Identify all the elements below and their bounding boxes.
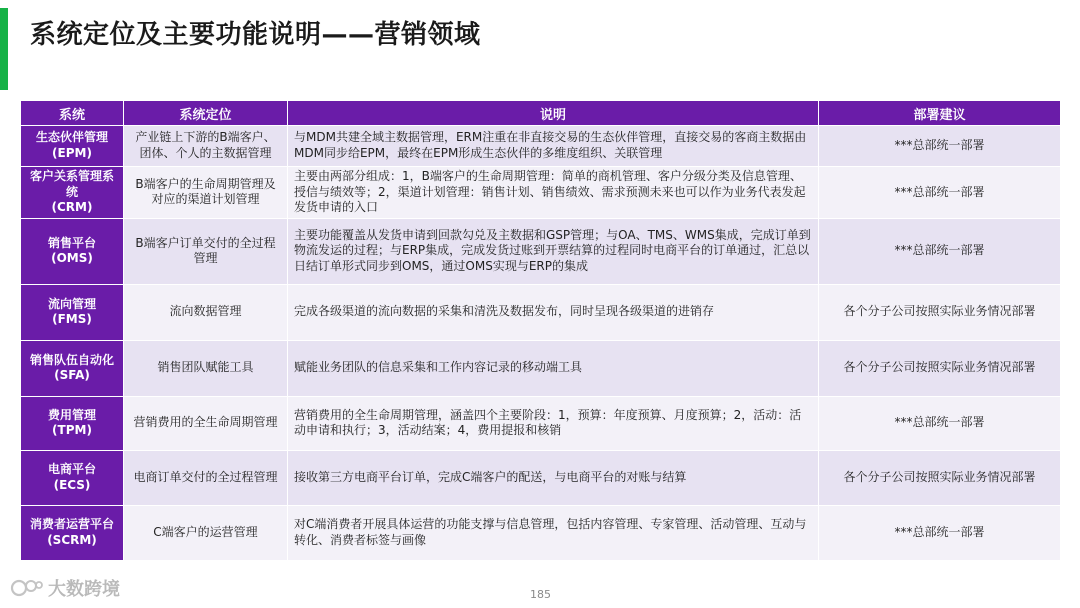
deployment-cell: ***总部统一部署 bbox=[819, 396, 1061, 450]
system-name: 生态伙伴管理 bbox=[35, 130, 108, 145]
accent-bar bbox=[0, 8, 8, 90]
description-cell: 完成各级渠道的流向数据的采集和清洗及数据发布，同时呈现各级渠道的进销存 bbox=[288, 284, 819, 340]
positioning-cell: B端客户订单交付的全过程管理 bbox=[124, 218, 288, 284]
deployment-cell: 各个分子公司按照实际业务情况部署 bbox=[819, 284, 1061, 340]
system-name: 客户关系管理系统 bbox=[29, 169, 114, 199]
description-cell: 对C端消费者开展具体运营的功能支撑与信息管理，包括内容管理、专家管理、活动管理、互动与转化、消费者标签与画像 bbox=[288, 505, 819, 560]
system-name: 流向管理 bbox=[47, 296, 96, 311]
positioning-cell: 销售团队赋能工具 bbox=[124, 340, 288, 396]
system-name: 电商平台 bbox=[47, 462, 96, 477]
table-row bbox=[21, 396, 1061, 450]
table-row bbox=[21, 126, 1061, 167]
table-header-row bbox=[21, 101, 1061, 126]
logo-icon bbox=[10, 576, 44, 600]
table-row bbox=[21, 450, 1061, 505]
deployment-cell: 各个分子公司按照实际业务情况部署 bbox=[819, 450, 1061, 505]
header-positioning: 系统定位 bbox=[124, 101, 288, 126]
table-row bbox=[21, 218, 1061, 284]
logo-text: 大数跨境 bbox=[48, 579, 120, 600]
description-cell: 营销费用的全生命周期管理，涵盖四个主要阶段：1，预算：年度预算、月度预算；2，活动：活动申请和执行；3，活动结案；4，费用提报和核销 bbox=[288, 396, 819, 450]
positioning-cell: B端客户的生命周期管理及对应的渠道计划管理 bbox=[124, 167, 288, 219]
system-code: (TPM) bbox=[52, 423, 92, 438]
deployment-cell: ***总部统一部署 bbox=[819, 218, 1061, 284]
description-cell: 接收第三方电商平台订单，完成C端客户的配送，与电商平台的对账与结算 bbox=[288, 450, 819, 505]
table-row bbox=[21, 167, 1061, 219]
system-code: (SFA) bbox=[54, 368, 90, 383]
system-cell bbox=[21, 340, 124, 396]
system-cell bbox=[21, 396, 124, 450]
positioning-cell: 产业链上下游的B端客户、团体、个人的主数据管理 bbox=[124, 126, 288, 167]
description-cell: 与MDM共建全域主数据管理，ERM注重在非直接交易的生态伙伴管理，直接交易的客商主数据由MDM同步给EPM，最终在EPM形成生态伙伴的多维度组织、关联管理 bbox=[288, 126, 819, 167]
system-cell bbox=[21, 505, 124, 560]
system-code: (EPM) bbox=[52, 146, 92, 160]
table-row bbox=[21, 505, 1061, 560]
positioning-cell: C端客户的运营管理 bbox=[124, 505, 288, 560]
positioning-cell: 电商订单交付的全过程管理 bbox=[124, 450, 288, 505]
deployment-cell: ***总部统一部署 bbox=[819, 167, 1061, 219]
system-cell bbox=[21, 450, 124, 505]
system-name: 消费者运营平台 bbox=[29, 517, 114, 532]
header-system: 系统 bbox=[21, 101, 124, 126]
description-cell: 赋能业务团队的信息采集和工作内容记录的移动端工具 bbox=[288, 340, 819, 396]
table-row bbox=[21, 284, 1061, 340]
system-name: 销售队伍自动化 bbox=[29, 352, 114, 367]
system-code: (OMS) bbox=[51, 251, 93, 266]
header-deployment: 部署建议 bbox=[819, 101, 1061, 126]
watermark-logo bbox=[10, 575, 120, 601]
system-code: (FMS) bbox=[52, 312, 92, 327]
table-row bbox=[21, 340, 1061, 396]
positioning-cell: 营销费用的全生命周期管理 bbox=[124, 396, 288, 450]
system-cell bbox=[21, 284, 124, 340]
systems-table bbox=[20, 100, 1061, 561]
header-description: 说明 bbox=[288, 101, 819, 126]
system-name: 销售平台 bbox=[47, 235, 96, 250]
page-number: 185 bbox=[530, 588, 551, 601]
system-name: 费用管理 bbox=[47, 407, 96, 422]
system-code: (SCRM) bbox=[47, 532, 97, 547]
positioning-cell: 流向数据管理 bbox=[124, 284, 288, 340]
system-cell bbox=[21, 126, 124, 167]
system-code: (CRM) bbox=[51, 200, 93, 215]
deployment-cell: ***总部统一部署 bbox=[819, 505, 1061, 560]
system-cell bbox=[21, 167, 124, 219]
description-cell: 主要功能覆盖从发货申请到回款勾兑及主数据和GSP管理；与OA、TMS、WMS集成，完成订单到物流发运的过程；与ERP集成，完成发货过账到开票结算的过程同时电商平台的订单通过，汇总以日结订单形式同步到OMS，通过OMS实现与ERP的集成 bbox=[288, 218, 819, 284]
system-cell bbox=[21, 218, 124, 284]
deployment-cell: 各个分子公司按照实际业务情况部署 bbox=[819, 340, 1061, 396]
deployment-cell: ***总部统一部署 bbox=[819, 126, 1061, 167]
system-code: (ECS) bbox=[53, 477, 91, 492]
page-title: 系统定位及主要功能说明——营销领域 bbox=[30, 20, 481, 50]
description-cell: 主要由两部分组成：1，B端客户的生命周期管理：简单的商机管理、客户分级分类及信息管理、授信与绩效等；2，渠道计划管理：销售计划、销售绩效、需求预测未来也可以作为业务代表发起发货申请的入口 bbox=[288, 167, 819, 219]
